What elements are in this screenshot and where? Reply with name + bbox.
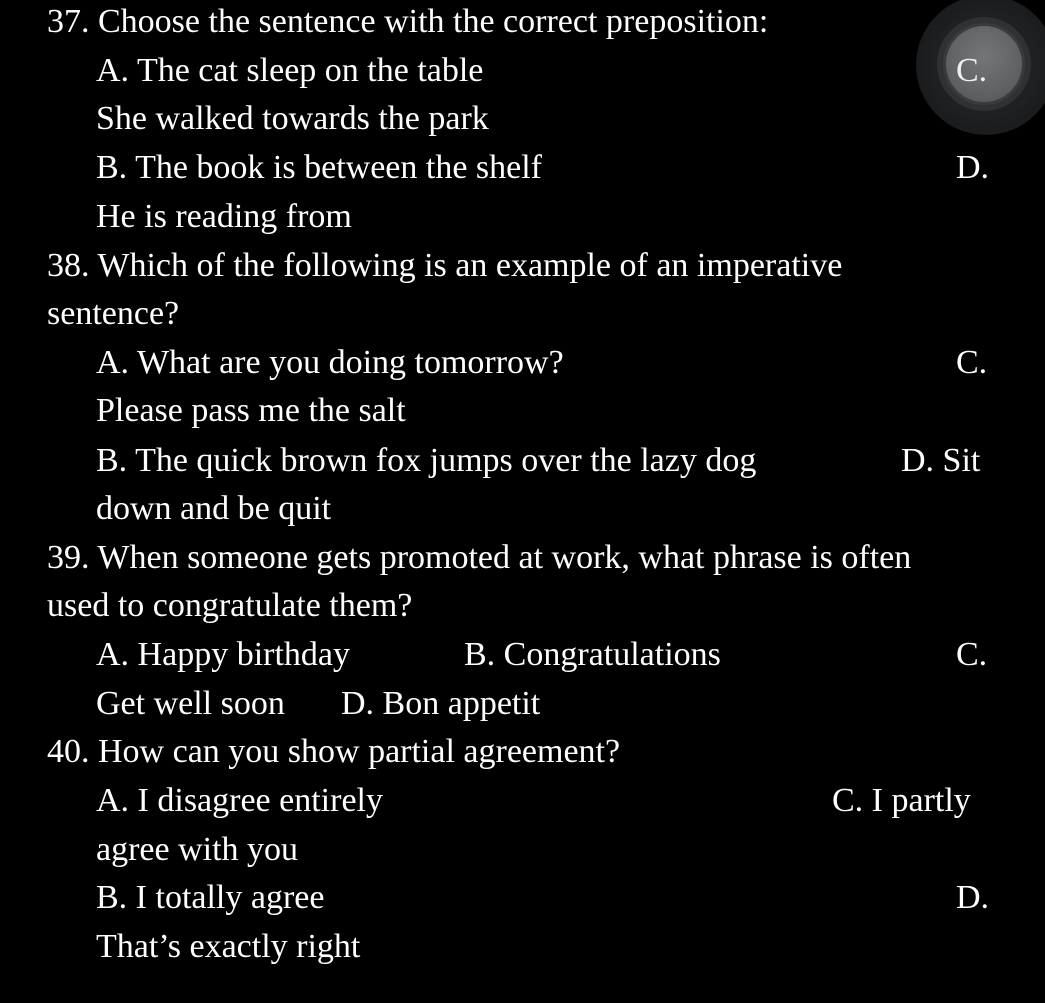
question-39-stem-line-1: 39. When someone gets promoted at work, what phrase is often — [47, 539, 912, 576]
question-38-stem-line-2: sentence? — [47, 295, 180, 332]
question-40-option-a: A. I disagree entirely — [96, 782, 383, 819]
question-38-option-d: D. Sit — [901, 442, 981, 479]
question-38-option-a: A. What are you doing tomorrow? — [96, 344, 564, 381]
question-40-option-d-marker: D. — [956, 879, 990, 916]
question-39-option-a: A. Happy birthday — [96, 636, 351, 673]
question-37-option-d-marker: D. — [956, 149, 990, 186]
question-39-option-c-marker: C. — [956, 636, 988, 673]
question-38-option-b: B. The quick brown fox jumps over the lazy dog — [96, 442, 757, 479]
question-38-option-d-continued: down and be quit — [96, 490, 332, 527]
question-37-option-d-text: He is reading from — [96, 198, 352, 235]
question-37-option-c-marker: C. — [956, 52, 988, 89]
question-37-stem: 37. Choose the sentence with the correct preposition: — [47, 3, 769, 40]
question-39-option-c-text: Get well soon — [96, 685, 285, 722]
question-37-option-b: B. The book is between the shelf — [96, 149, 543, 186]
question-37-option-c-text: She walked towards the park — [96, 100, 489, 137]
question-39-option-b: B. Congratulations — [464, 636, 721, 673]
question-40-option-d-text: That’s exactly right — [96, 928, 361, 965]
question-40-option-b: B. I totally agree — [96, 879, 325, 916]
question-40-stem: 40. How can you show partial agreement? — [47, 733, 621, 770]
question-39-option-d: D. Bon appetit — [341, 685, 541, 722]
question-39-stem-line-2: used to congratulate them? — [47, 587, 413, 624]
question-38-option-c-marker: C. — [956, 344, 988, 381]
question-37-option-a: A. The cat sleep on the table — [96, 52, 484, 89]
question-38-option-c-text: Please pass me the salt — [96, 392, 406, 429]
question-38-stem-line-1: 38. Which of the following is an example of an imperative — [47, 247, 843, 284]
question-40-option-c-continued: agree with you — [96, 831, 299, 868]
question-40-option-c: C. I partly — [832, 782, 971, 819]
